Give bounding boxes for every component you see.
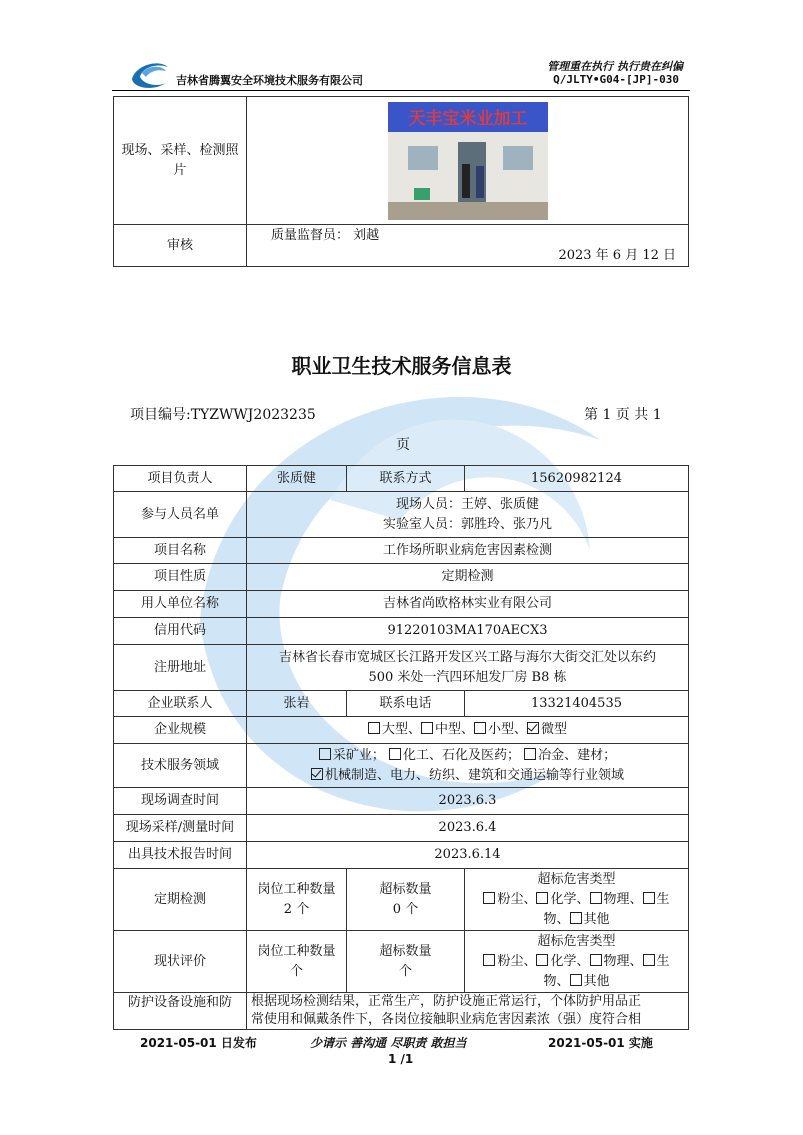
row-label: 联系电话 (347, 691, 465, 717)
exceed-label: 超标数量 (379, 943, 432, 959)
checkbox-large[interactable] (368, 722, 380, 734)
survey-time-value: 2023.6.3 (247, 788, 689, 815)
company-name: 吉林省腾翼安全环境技术服务有限公司 (176, 74, 363, 87)
checkbox-physical[interactable] (590, 954, 602, 966)
photo-sign-text: 天丰宝米业加工 (408, 108, 527, 129)
page-info: 第 1 页 共 1 (584, 407, 662, 423)
site-photo (388, 102, 548, 220)
table-row (114, 691, 689, 717)
protect-text (247, 993, 689, 1030)
checkbox-chemical[interactable] (389, 748, 401, 760)
checkbox-dust[interactable] (483, 954, 495, 966)
hazard-cell (465, 869, 689, 931)
row-label: 项目负责人 (114, 466, 247, 492)
row-label: 项目性质 (114, 564, 247, 591)
table-row (114, 564, 689, 591)
row-label: 联系方式 (347, 466, 465, 492)
field-option: 机械制造、电力、纺织、建筑和交通运输等行业领域 (324, 767, 624, 783)
checkbox-biological[interactable] (643, 954, 655, 966)
contact-value: 15620982124 (465, 466, 689, 492)
posts-value: 个 (289, 963, 303, 979)
row-label: 注册地址 (114, 645, 247, 691)
hazard-option: 物理、 (603, 891, 643, 907)
posts-value: 2 个 (283, 901, 310, 917)
table-row (114, 931, 689, 993)
posts-cell (247, 931, 347, 993)
checkbox-biological[interactable] (643, 892, 655, 904)
hazard-type-label: 超标危害类型 (537, 933, 616, 949)
credit-value: 91220103MA170AECX3 (247, 618, 689, 645)
table-row (114, 815, 689, 842)
table-row (114, 788, 689, 815)
scale-option: 微型 (541, 722, 568, 737)
project-name-value: 工作场所职业病危害因素检测 (247, 538, 689, 564)
checkbox-micro[interactable] (527, 722, 539, 734)
checkbox-metallurgy[interactable] (524, 748, 536, 760)
page-title: 职业卫生技术服务信息表 (291, 354, 512, 378)
table-row (114, 538, 689, 564)
protect-line: 常使用和佩戴条件下，各岗位接触职业病危害因素浓（强）度符合相 (251, 1012, 642, 1027)
table-row (114, 993, 689, 1030)
scale-option: 大型、 (381, 722, 421, 737)
field-option: 采矿业； (332, 747, 385, 763)
table-row (114, 717, 689, 744)
hazard-option: 物、 (543, 911, 570, 927)
posts-label: 岗位工种数量 (257, 943, 336, 959)
issued-date: 2021-05-01 日发布 (140, 1036, 257, 1050)
table-row (114, 618, 689, 645)
address-value (247, 645, 689, 691)
hazard-option: 其他 (583, 973, 610, 989)
supervisor: 质量监督员： 刘越 (271, 227, 380, 243)
hazard-option: 化学、 (550, 953, 590, 969)
checkbox-medium[interactable] (421, 722, 433, 734)
photo-label: 现场、采样、检测照片 (114, 97, 247, 225)
page-info-tail: 页 (396, 437, 410, 453)
checkbox-chemical-hazard[interactable] (536, 892, 548, 904)
row-label: 项目名称 (114, 538, 247, 564)
hazard-option: 物、 (543, 973, 570, 989)
hazard-option: 物理、 (603, 953, 643, 969)
hazard-cell (465, 931, 689, 993)
posts-cell (247, 869, 347, 931)
phone-value: 13321404535 (465, 691, 689, 717)
effective-date: 2021-05-01 实施 (548, 1036, 653, 1050)
table-row (114, 842, 689, 869)
table-row (114, 492, 689, 538)
members-line: 现场人员：王婷、张质健 (395, 496, 539, 512)
sampling-time-value: 2023.6.4 (247, 815, 689, 842)
protect-line: 根据现场检测结果，正常生产，防护设施正常运行，个体防护用品正 (251, 994, 642, 1009)
checkbox-dust[interactable] (483, 892, 495, 904)
checkbox-chemical-hazard[interactable] (536, 954, 548, 966)
report-time-value: 2023.6.14 (247, 842, 689, 869)
checkbox-other[interactable] (570, 974, 582, 986)
header-divider (112, 90, 690, 91)
footer-motto: 少请示 善沟通 尽职责 敢担当 (310, 1036, 467, 1050)
row-label: 参与人员名单 (114, 492, 247, 538)
field-value (247, 744, 689, 788)
page-number: 1 /1 (388, 1052, 414, 1066)
photo-cell (247, 97, 689, 225)
scale-option: 中型、 (434, 722, 474, 737)
hazard-option: 生 (656, 953, 670, 969)
table-row (114, 744, 689, 788)
company-logo (128, 57, 172, 89)
members-line: 实验室人员：郭胜玲、张乃凡 (382, 516, 552, 532)
project-nature-value: 定期检测 (247, 564, 689, 591)
checkbox-mining[interactable] (319, 748, 331, 760)
review-cell (247, 225, 689, 267)
exceed-cell (347, 869, 465, 931)
leader-value: 张质健 (247, 466, 347, 492)
field-option: 化工、石化及医药； (402, 747, 520, 763)
address-line: 吉林省长春市宽城区长江路开发区兴工路与海尔大街交汇处以东约 (278, 649, 656, 665)
row-label: 现场采样/测量时间 (114, 815, 247, 842)
review-label: 审核 (114, 225, 247, 267)
table-row (114, 466, 689, 492)
hazard-option: 化学、 (550, 891, 590, 907)
table-row (114, 869, 689, 931)
table-row (114, 591, 689, 618)
info-table (113, 465, 689, 1030)
row-label: 定期检测 (114, 869, 247, 931)
hazard-option: 生 (656, 891, 670, 907)
row-label: 现场调查时间 (114, 788, 247, 815)
field-option: 冶金、建材； (538, 747, 617, 763)
exceed-value: 个 (398, 963, 412, 979)
address-line: 500 米处一汽四环旭发厂房 B8 栋 (368, 669, 567, 685)
header-slogan: 管理重在执行 执行贵在纠偏 (547, 60, 683, 73)
row-label: 现状评价 (114, 931, 247, 993)
checkbox-small[interactable] (474, 722, 486, 734)
row-label: 信用代码 (114, 618, 247, 645)
review-date: 2023 年 6 月 12 日 (558, 247, 676, 263)
corp-contact-value: 张岩 (247, 691, 347, 717)
row-label: 用人单位名称 (114, 591, 247, 618)
row-label: 企业规模 (114, 717, 247, 744)
employer-value: 吉林省尚欧格林实业有限公司 (247, 591, 689, 618)
exceed-value: 0 个 (392, 901, 419, 917)
checkbox-machinery[interactable] (311, 768, 323, 780)
hazard-option: 其他 (583, 911, 610, 927)
posts-label: 岗位工种数量 (257, 881, 336, 897)
row-label: 防护设备设施和防 (114, 993, 247, 1030)
row-label: 企业联系人 (114, 691, 247, 717)
scale-value (247, 717, 689, 744)
document-code: Q/JLTY•G04-[JP]-030 (553, 73, 679, 86)
photo-review-table (113, 96, 689, 267)
hazard-type-label: 超标危害类型 (537, 871, 616, 887)
members-value (247, 492, 689, 538)
checkbox-physical[interactable] (590, 892, 602, 904)
row-label: 技术服务领域 (114, 744, 247, 788)
table-row (114, 645, 689, 691)
hazard-option: 粉尘、 (497, 953, 537, 969)
exceed-cell (347, 931, 465, 993)
project-number: 项目编号:TYZWWJ2023235 (130, 407, 316, 423)
row-label: 出具技术报告时间 (114, 842, 247, 869)
scale-option: 小型、 (488, 722, 528, 737)
hazard-option: 粉尘、 (497, 891, 537, 907)
exceed-label: 超标数量 (379, 881, 432, 897)
checkbox-other[interactable] (570, 912, 582, 924)
